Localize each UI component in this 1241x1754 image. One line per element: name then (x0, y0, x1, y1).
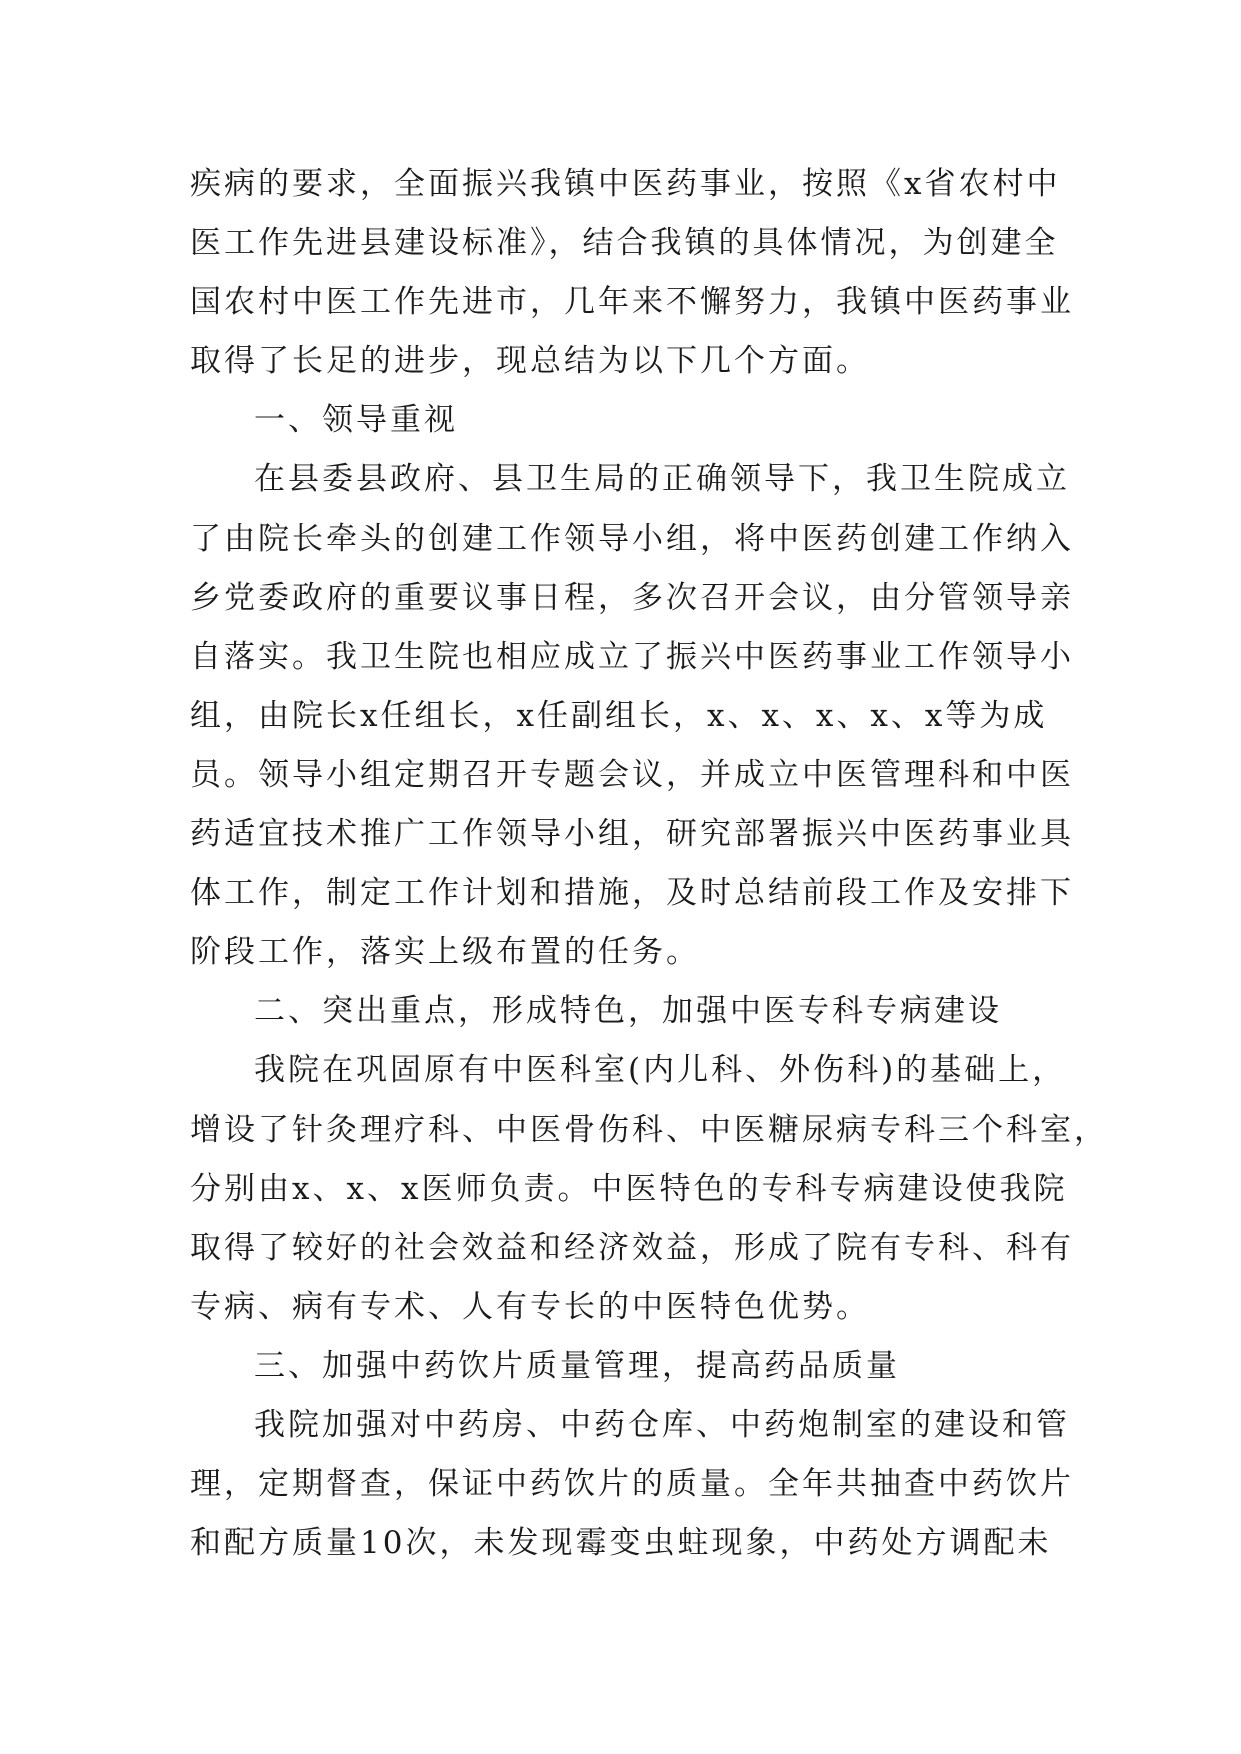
text-line: 医工作先进县建设标准》，结合我镇的具体情况，为创建全 (190, 225, 1059, 262)
text-line: 我院加强对中药房、中药仓库、中药炮制室的建设和管 (254, 1406, 1070, 1443)
text-line: 了由院长牵头的创建工作领导小组，将中医药创建工作纳入 (190, 520, 1074, 557)
text-line: 分别由x、x、x医师负责。中医特色的专科专病建设使我院 (190, 1170, 1068, 1207)
text-line: 取得了较好的社会效益和经济效益，形成了院有专科、科有 (190, 1229, 1074, 1266)
text-line: 增设了针灸理疗科、中医骨伤科、中医糖尿病专科三个科室， (190, 1111, 1108, 1148)
text-line: 员。领导小组定期召开专题会议，并成立中医管理科和中医 (190, 756, 1074, 793)
section-heading-3: 三、加强中药饮片质量管理，提高药品质量 (254, 1347, 900, 1384)
text-line: 药适宜技术推广工作领导小组，研究部署振兴中医药事业具 (190, 816, 1074, 853)
text-line: 在县委县政府、县卫生局的正确领导下，我卫生院成立 (254, 461, 1070, 498)
text-line: 国农村中医工作先进市，几年来不懈努力，我镇中医药事业 (190, 284, 1074, 321)
text-line: 专病、病有专术、人有专长的中医特色优势。 (190, 1288, 870, 1325)
text-line: 取得了长足的进步，现总结为以下几个方面。 (190, 343, 870, 380)
text-line: 体工作，制定工作计划和措施，及时总结前段工作及安排下 (190, 875, 1074, 912)
text-line: 自落实。我卫生院也相应成立了振兴中医药事业工作领导小 (190, 638, 1074, 675)
section-heading-2: 二、突出重点，形成特色，加强中医专科专病建设 (254, 993, 1002, 1030)
text-line: 阶段工作，落实上级布置的任务。 (190, 934, 700, 971)
text-line: 疾病的要求，全面振兴我镇中医药事业，按照《x省农村中 (190, 166, 1061, 202)
text-line: 和配方质量10次，未发现霉变虫蛀现象，中药处方调配未 (190, 1525, 1052, 1562)
text-line: 我院在巩固原有中医科室(内儿科、外伤科)的基础上， (254, 1052, 1067, 1089)
text-line: 组，由院长x任组长，x任副组长，x、x、x、x、x等为成 (190, 697, 1048, 734)
text-line: 乡党委政府的重要议事日程，多次召开会议，由分管领导亲 (190, 579, 1074, 616)
document-body (190, 155, 1108, 1573)
section-heading-1: 一、领导重视 (254, 402, 458, 439)
text-line: 理，定期督查，保证中药饮片的质量。全年共抽查中药饮片 (190, 1466, 1074, 1503)
